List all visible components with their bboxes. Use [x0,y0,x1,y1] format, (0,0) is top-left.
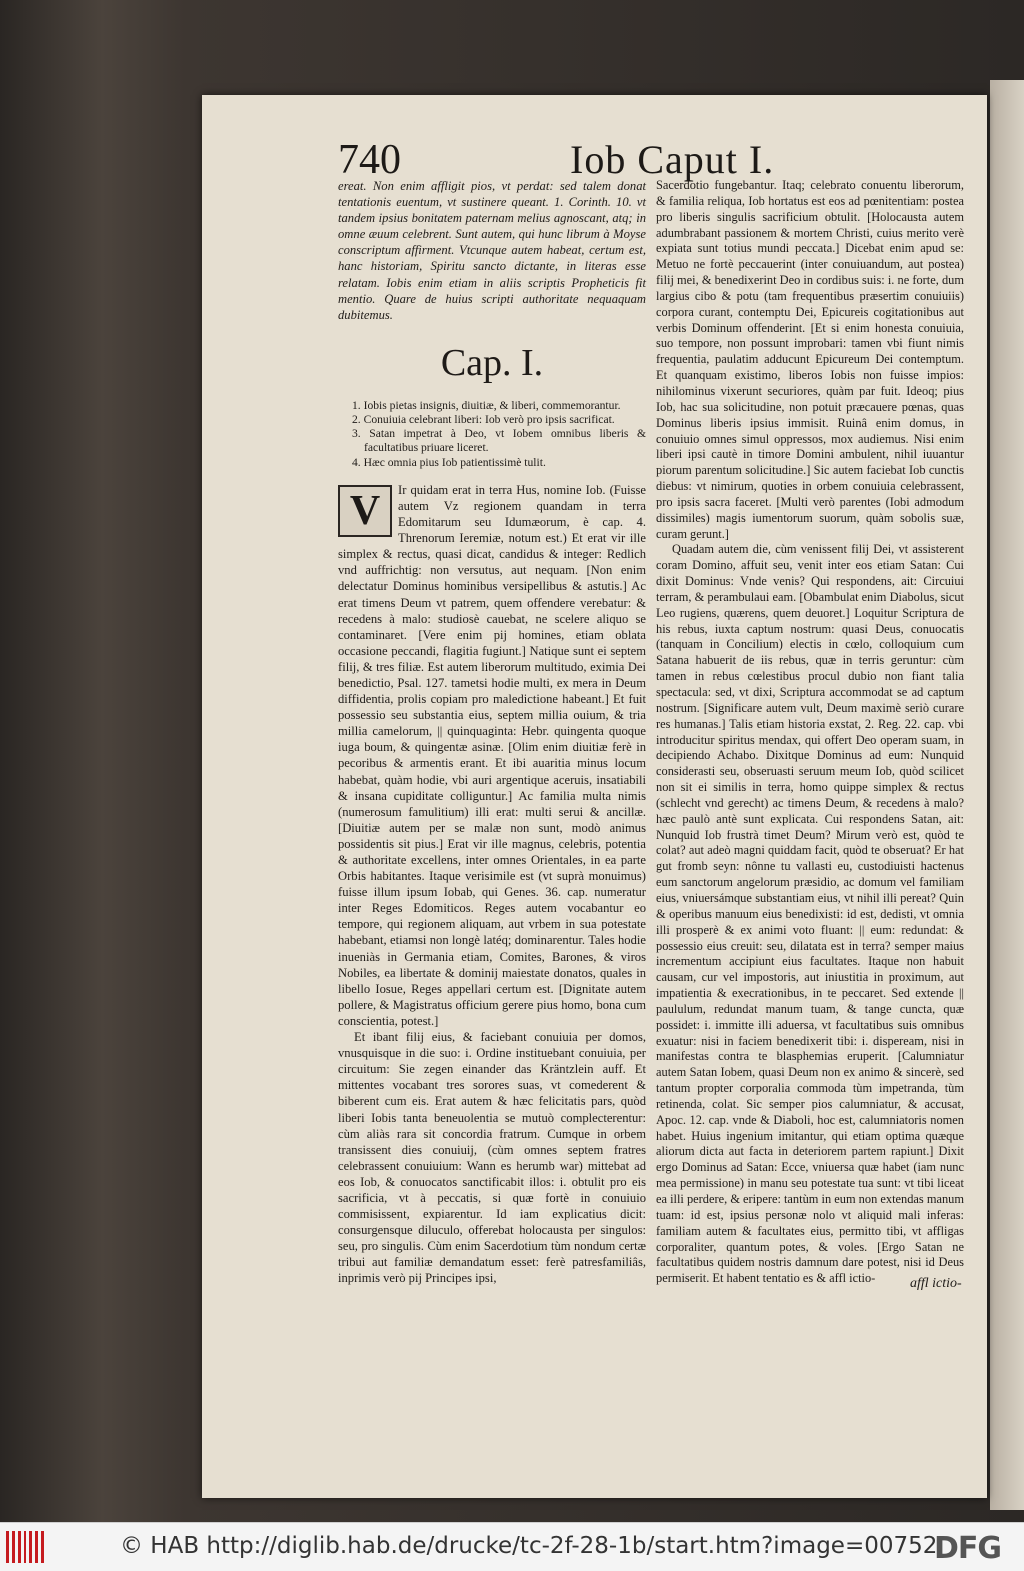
body-paragraph: Et ibant filij eius, & faciebant conuiuia per domos, vnusquisque in die suo: i. Ordine instituebant conuiuia, per circuitum: Sie zegen einander das Kräntzlein auff. Et mittentes vocabant tres sorores suas, vt comederent & biberent cum eis. Erat autem & hæc felicitatis pars, quòd liberi Iobis tanta beneuolentia se mutuò complecterentur: cùm aliàs rara sit concordia fratrum. Cumque in orbem transissent dies conuiuij, (cùm omnes septem fratres celebrassent conuiuium: Wann es herumb war) mittebat ad eos Iob, & conuocatos sanctificabit illos: i. obtulit pro eis sacrificia, vt à peccatis, si quæ fortè in conuiuio commisissent, expiarentur. Id iam explicatius dicit: consurgensque diluculo, offerebat holocausta per singulos: seu, pro singulis. Cùm enim Sacerdotium tùm nondum certæ tribui aut familiæ demandatum esset: ferè patresfamiliâs, inprimis verò pij Principes ipsi, [338,1030,646,1286]
intro-paragraph: ereat. Non enim affligit pios, vt perdat: sed talem donat tentationis euentum, vt sustinere queant. 1. Corinth. 10. vt tandem ipsius bonitatem paternam melius agnoscant, atq; in omne æuum celebrent. Sunt autem, qui hunc librum à Moyse conscriptum affirment. Vtcunque autem habeat, certum est, hanc historiam, Spiritu sancto dictante, in literas esse relatam. Iobis enim etiam in aliis scriptis Propheticis fit mentio. Quare de huius scripti authoritate nequaquam dubitemus. [338,179,646,322]
chapter-heading: Cap. I. [440,341,544,384]
summary-item: 1. Iobis pietas insignis, diuitiæ, & liberi, commemorantur. [352,398,621,412]
running-head [338,136,898,183]
summary-item: 2. Conuiuia celebrant liberi: Iob verò pro ipsis sacrificat. [352,413,615,427]
body-paragraph: Quadam autem die, cùm venissent filij Dei, vt assisterent coram Domino, affuit seu, venit inter eos etiam Satan: Cui dixit Dominus: Vnde venis? Qui respondens, ait: Circuiui terram, & perambulaui eam. [Obambulat enim Diabolus, sicut Leo rugiens, quærens, quem deuoret.] Loquitur Scriptura de his rebus, iuxta captum nostrum: quasi Deus, conuocatis (tanquam in Concilium) electis in cœlo, colloquium cum Satana habuerit de iis rebus, quæ in terris geruntur: cùm tamen in rebus cœlestibus procul dubio non fiant talia spectacula: sed, vt dixi, Scriptura accommodat se ad captum nostrum. [Significare autem vult, Deum maximè seriò curare res humanas.] Talis etiam historia exstat, 2. Reg. 22. cap. vbi introducitur spiritus mendax, qui offert Deo operam suam, in decipiendo Achabo. Dixitque Dominus ad eum: Nunquid considerasti seu, obseruasti seruum meum Iob, quòd scilicet non sit ei similis in terra, homo quippe simplex & rectus (schlecht vnd gerecht) ac timens Deum, & recedens à malo? hæc paulò antè sunt explicata. Cui respondens Satan, ait: Nunquid Iob frustrà timet Deum? Mirum verò est, quòd te colat? aut adeò magni quiddam facit, quòd te obseruat? Er hat gut fromb seyn: nônne tu vallasti eu, custodiuisti hactenus eum sanctorum angelorum præsidio, ac domum vel familiam eius, vniuersámque substantiam eius, vt nihil illi pereat? Quin & operibus manuum eius benedixisti: id est, dedisti, vt omnia illi prosperè & ex animi voto fluant: || eum: redundat: & possessio eius creuit: seu, dilatata est in terra? semper maius incrementum accipiunt eius facultates. Itaque non habuit causam, cur vel impostoris, aut iniustitia in proximum, aut impatientia & execrationibus, in te peccaret. Sed extende || paululum, redundat manum tuam, & tange cuncta, quæ possidet: i. immitte illi aduersa, vt facultatibus suis omnibus exuatur: nisi in faciem benedixerit tibi: i. dispeream, nisi in manifestas contra te blasphemias eruperit. [Calumniatur autem Satan Iobem, quasi Deum non ex animo & sincerè, sed tantum propter corporalia commoda tùm impetranda, tùm retinenda, colat. Sic semper pios calumniatur, & accusat, Apoc. 12. cap. vnde & Diaboli, hoc est, calumniatoris nomen habet. Huius ingenium imitantur, qui etiam optima quæque aliorum dicta aut facta in deteriorem partem rapiunt.] Dixit ergo Dominus ad Satan: Ecce, vniuersa quæ habet (iam nunc mea permissione) in manu seu potestate tua sunt: vt tibi liceat ea illi perdere, & eripere: tantùm in eum non extendas manum tuam: id est, ipsius personæ nolo vt aliquid mali inferas: familiam autem & facultates eius, permitto tibi, vt affligas corporaliter, quantum potes, & voles. [Ergo Satan ne facultatibus quidem nostris damnum dare potest, nisi id Deus permiserit. Et habent tentatio es & affl ictio- [656,542,964,1286]
body-paragraph: Ir quidam erat in terra Hus, nomine Iob. (Fuisse autem Vz regionem quandam in terra Edomitarum seu Idumæorum, è cap. 4. Threnorum Ieremiæ, notum est.) Et erat vir ille simplex & rectus, quasi dicat, candidus & integer: Redlich vnd auffrichtig: non versutus, aut nequam. [Non enim delectatur Dominus hominibus versipellibus & astutis.] Ac erat timens Deum vt patrem, quem offendere verebatur: & recedens à malo: studiosè cauebat, ne scelere aliquo se contaminaret. [Vere enim pij homines, etiam oblata occasione peccandi, flagitia fugiunt.] Natique sunt ei septem filij, & tres filiæ. Est autem liberorum multitudo, eximia Dei benedictio, Psal. 127. tametsi hodie multi, ex mera in Deum diffidentia, prolis copiam pro maledictione habeant.] Et fuit possessio seu substantia eius, septem millia ouium, & tria millia camelorum, || quinquaginta: Hebr. quingenta quoque iuga boum, & quingentæ asinæ. [Olim enim diuitiæ ferè in pecoribus & armentis erant. Et ibi auaritia minus locum habebat, quàm hodie, vbi auri argentique aceruis, insatiabili & insana cupiditate colliguntur.] Ac familia multa nimis (numerosum famulitium) illi erat: multi serui & ancillæ. [Diuitiæ autem per se malæ non sunt, modò animus possidentis sit pius.] Erat vir ille magnus, celebris, potentia & authoritate excellens, inter omnes Orientales, in ea parte Orbis habitantes. Itaque verisimile est (vt suprà monuimus) fuisse illum ipsum Iobab, qui Genes. 36. cap. numeratur inter Reges Edomiticos. Reges autem vocabantur eo tempore, qui regionem aliquam, aut vrbem in sua potestate habebant, etiamsi non longè latéq; dominarentur. Tales hodie inueniàs in Germania etiam, Comites, Barones, & viros Nobiles, ea libertate & dominij maiestate donatos, quales in libello Iosue, Reges appellari certum est. [Dignitate autem pollere, & Magistratus officium gerere pius homo, bona cum conscientia, potest.] [338,482,646,1028]
summary-item: 4. Hæc omnia pius Iob patientissimè tulit. [352,455,546,469]
page-number: 740 [338,137,401,183]
source-url[interactable]: © HAB http://diglib.hab.de/drucke/tc-2f-28-1b/start.htm?image=00752 [120,1533,938,1559]
catchword: affl ictio- [910,1276,962,1291]
running-title: Iob Caput I. [570,137,775,182]
chapter-summary [352,399,646,470]
dfg-logo[interactable]: DFG [934,1531,1002,1566]
right-column [656,178,964,1287]
body-paragraph: Sacerdotio fungebantur. Itaq; celebrato conuentu liberorum, & familia reliqua, Iob hortatus est eos ad pœnitentiam: postea pro liberis singulis sacrificium obtulit. [Holocausta autem adumbrabant passionem & mortem Christi, cuius merito verè expiata sunt totius mundi peccata.] Dicebat enim apud se: Metuo ne fortè peccauerint (inter conuiuandum, aut postea) filij mei, & benedixerint Deo in cordibus suis: i. ne forte, dum largius cibo & potu (tam frequentibus præsertim conuiuiis) corpora curant, contemptu Dei, Epicureis cogitationibus aut verbis Dominum offenderint. [Et si enim honesta conuiuia, suo tempore, non possunt improbari: tamen vbi fiunt nimis frequentia, paulatim adducunt Epicureum Dei contemptum. Et quanquam existimo, liberos Iobis non fuisse impios: nihilominus vixerunt securiores, quàm par fuit. Ideoq; pius Iob, hac sua solicitudine, non potuit præcauere pœnas, quas Dominus liberis ipsius immisit. Ruinâ enim domus, in conuiuio omnes simul oppressos, mox audiemus. Nisi enim liberi ipsi cautè in timore Domini ambulent, nihil iuuantur piorum parentum solicitudine.] Sic autem faciebat Iob cunctis diebus: vt nimirum, quoties in orbem conuiuia celebrassent, pro ipsis sacra faceret. [Multi verò parentes (Iobi admodum dissimiles) magis iumentorum suorum, quàm sobolis suæ, curam gerunt.] [656,178,964,541]
facing-page-edge [990,80,1024,1510]
left-column [338,178,646,1287]
summary-item: 3. Satan impetrat à Deo, vt Iobem omnibus liberis & facultatibus priuare liceret. [352,427,646,455]
drop-cap-initial: V [338,485,392,537]
hab-logo-icon[interactable] [6,1531,44,1563]
viewer-footer [0,1522,1024,1571]
